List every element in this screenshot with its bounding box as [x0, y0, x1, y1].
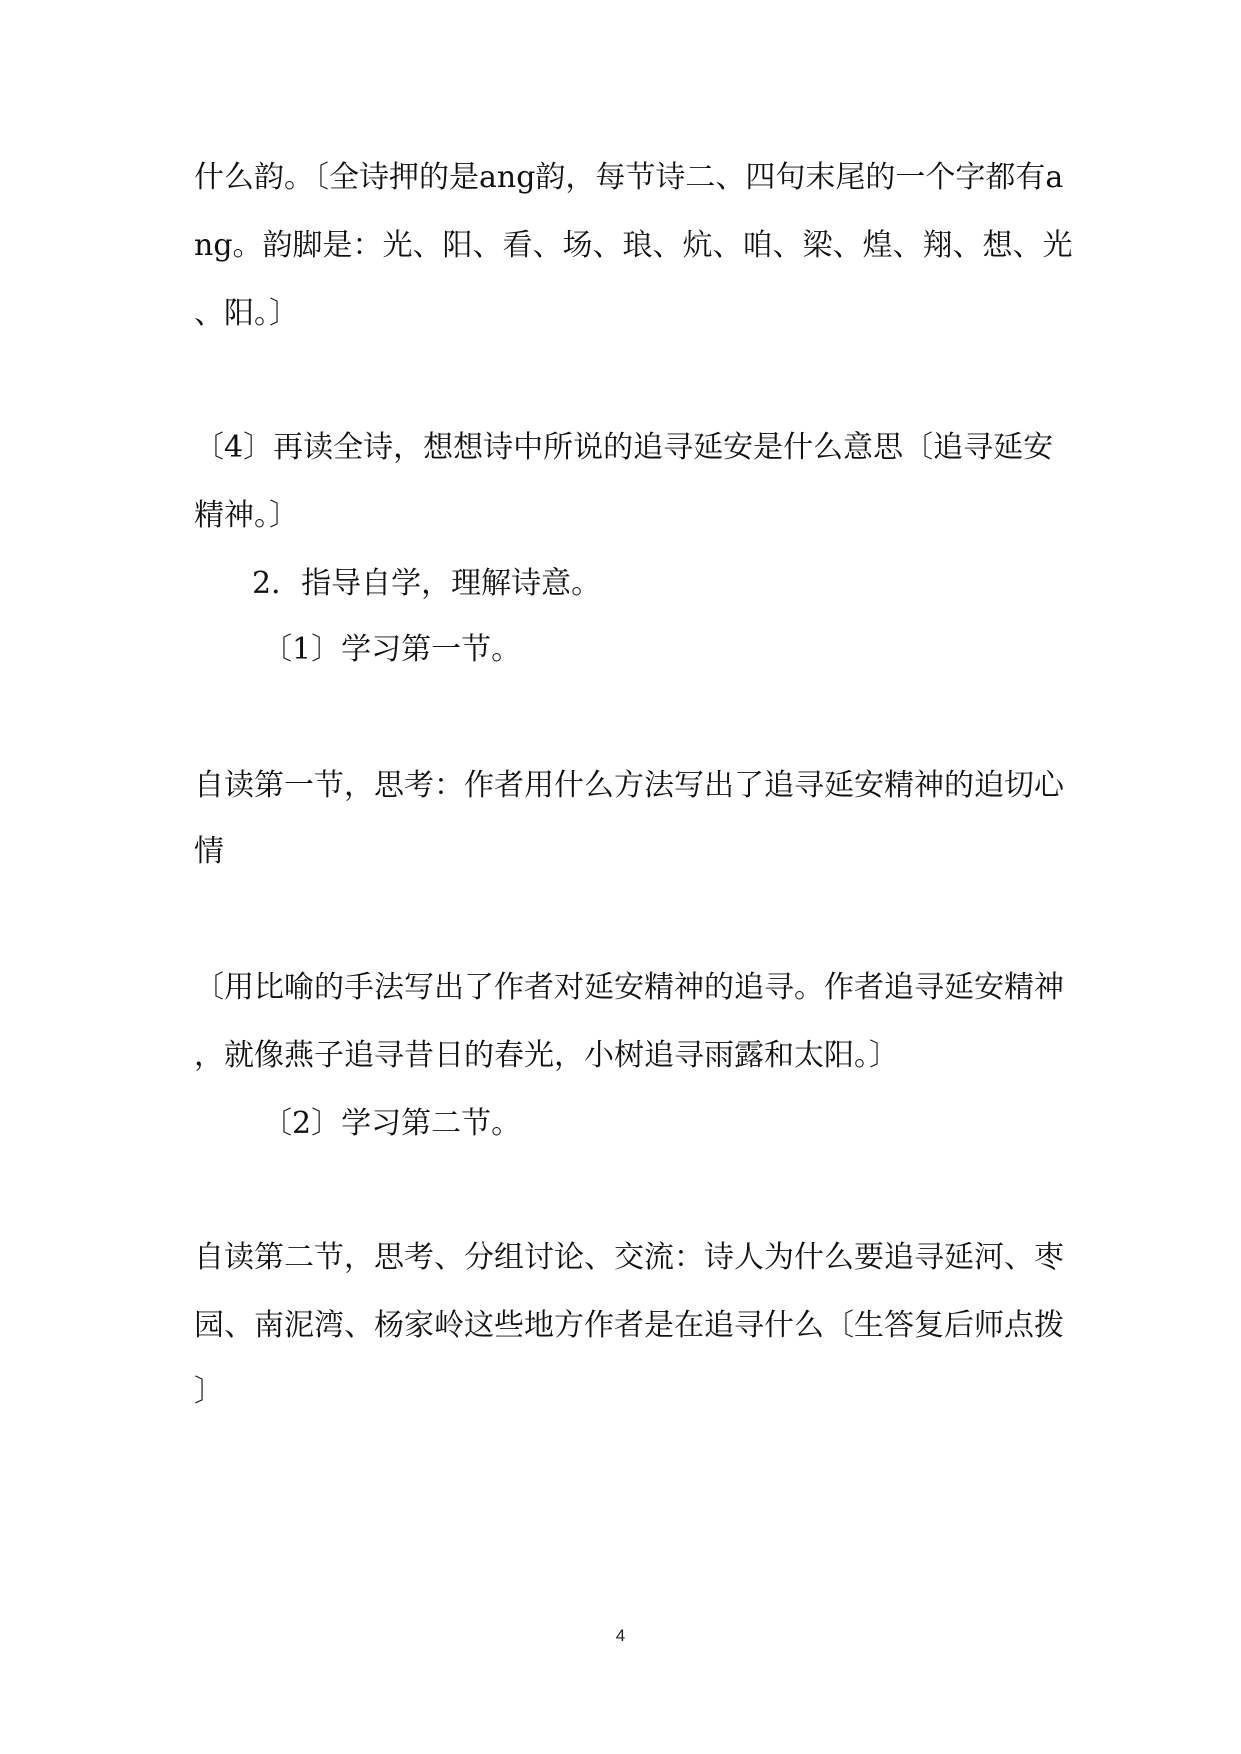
text-line: 什么韵。〔全诗押的是ang韵，每节诗二、四句末尾的一个字都有a: [194, 160, 1064, 195]
text-line: 〔4〕再读全诗，想想诗中所说的追寻延安是什么意思〔追寻延安: [194, 430, 1054, 465]
text-line: ng。韵脚是：光、阳、看、场、琅、炕、咱、梁、煌、翔、想、光: [194, 228, 1073, 263]
text-line: 〔1〕学习第一节。: [262, 632, 522, 667]
text-line: 园、南泥湾、杨家岭这些地方作者是在追寻什么〔生答复后师点拨: [194, 1308, 1064, 1343]
text-line: 精神。〕: [194, 498, 299, 533]
text-line: 自读第一节，思考：作者用什么方法写出了追寻延安精神的迫切心: [194, 768, 1064, 803]
text-line: 〔2〕学习第二节。: [262, 1106, 522, 1141]
text-line: ，就像燕子追寻昔日的春光，小树追寻雨露和太阳。〕: [194, 1038, 899, 1073]
text-line: 自读第二节，思考、分组讨论、交流：诗人为什么要追寻延河、枣: [194, 1240, 1064, 1275]
text-line: 、阳。〕: [194, 296, 299, 331]
text-line: 〕: [194, 1374, 224, 1409]
page-number: 4: [615, 1626, 626, 1645]
text-line: 〔用比喻的手法写出了作者对延安精神的追寻。作者追寻延安精神: [194, 970, 1064, 1005]
text-line: 情: [194, 834, 224, 869]
text-line: 2．指导自学，理解诗意。: [252, 566, 602, 601]
